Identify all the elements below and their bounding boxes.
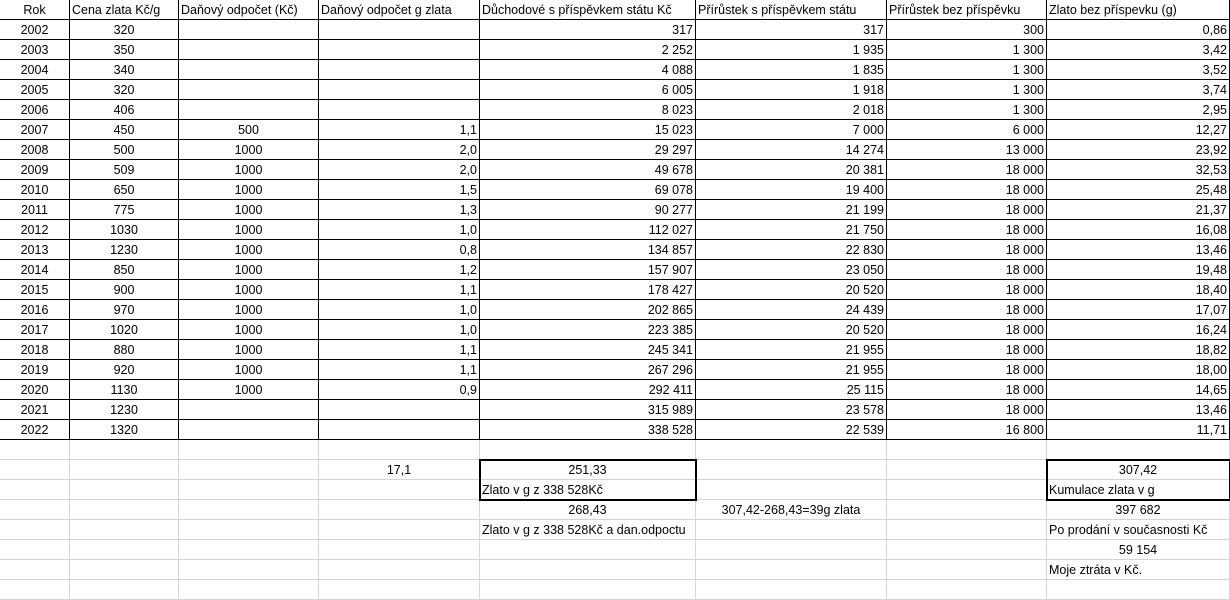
cell-tax-gold[interactable] bbox=[319, 80, 480, 100]
cell-gold-without[interactable]: 3,42 bbox=[1047, 40, 1230, 60]
empty-cell[interactable] bbox=[179, 500, 319, 520]
loss-value[interactable]: 59 154 bbox=[1047, 540, 1230, 560]
cell-price[interactable]: 775 bbox=[70, 200, 179, 220]
cell-increment-with[interactable]: 25 115 bbox=[696, 380, 887, 400]
empty-cell[interactable] bbox=[887, 520, 1047, 540]
cumulative-gold-label[interactable]: Kumulace zlata v g bbox=[1047, 480, 1230, 500]
cell-gold-without[interactable]: 2,95 bbox=[1047, 100, 1230, 120]
cell-increment-without[interactable]: 1 300 bbox=[887, 80, 1047, 100]
sale-label[interactable]: Po prodání v současnosti Kč bbox=[1047, 520, 1230, 540]
cell-pension-total[interactable]: 245 341 bbox=[480, 340, 696, 360]
empty-cell[interactable] bbox=[70, 460, 179, 480]
cell-increment-with[interactable]: 2 018 bbox=[696, 100, 887, 120]
cell-pension-total[interactable]: 317 bbox=[480, 20, 696, 40]
cell-price[interactable]: 509 bbox=[70, 160, 179, 180]
cell-year[interactable]: 2021 bbox=[0, 400, 70, 420]
empty-cell[interactable] bbox=[179, 440, 319, 460]
header-increment-with[interactable]: Přírůstek s příspěvkem státu bbox=[696, 0, 887, 20]
empty-cell[interactable] bbox=[1047, 440, 1230, 460]
empty-cell[interactable] bbox=[0, 500, 70, 520]
cell-tax-gold[interactable]: 2,0 bbox=[319, 140, 480, 160]
cell-year[interactable]: 2019 bbox=[0, 360, 70, 380]
cell-tax-gold[interactable] bbox=[319, 40, 480, 60]
cell-increment-without[interactable]: 18 000 bbox=[887, 280, 1047, 300]
cell-tax-czk[interactable] bbox=[179, 40, 319, 60]
cell-tax-czk[interactable]: 1000 bbox=[179, 160, 319, 180]
cell-gold-without[interactable]: 18,40 bbox=[1047, 280, 1230, 300]
empty-cell[interactable] bbox=[0, 460, 70, 480]
cell-increment-with[interactable]: 317 bbox=[696, 20, 887, 40]
empty-cell[interactable] bbox=[887, 500, 1047, 520]
cell-year[interactable]: 2017 bbox=[0, 320, 70, 340]
cell-tax-gold[interactable]: 1,2 bbox=[319, 260, 480, 280]
cell-year[interactable]: 2012 bbox=[0, 220, 70, 240]
cell-year[interactable]: 2022 bbox=[0, 420, 70, 440]
cell-pension-total[interactable]: 8 023 bbox=[480, 100, 696, 120]
empty-cell[interactable] bbox=[0, 520, 70, 540]
cell-tax-czk[interactable]: 1000 bbox=[179, 340, 319, 360]
cell-year[interactable]: 2020 bbox=[0, 380, 70, 400]
cell-increment-with[interactable]: 21 955 bbox=[696, 340, 887, 360]
cell-tax-gold[interactable] bbox=[319, 100, 480, 120]
cell-gold-without[interactable]: 19,48 bbox=[1047, 260, 1230, 280]
cell-year[interactable]: 2009 bbox=[0, 160, 70, 180]
empty-cell[interactable] bbox=[319, 540, 480, 560]
empty-cell[interactable] bbox=[696, 560, 887, 580]
empty-cell[interactable] bbox=[179, 520, 319, 540]
cell-tax-czk[interactable]: 1000 bbox=[179, 180, 319, 200]
empty-cell[interactable] bbox=[0, 480, 70, 500]
cell-increment-without[interactable]: 18 000 bbox=[887, 360, 1047, 380]
empty-cell[interactable] bbox=[696, 460, 887, 480]
cell-increment-without[interactable]: 18 000 bbox=[887, 240, 1047, 260]
cell-gold-without[interactable]: 16,24 bbox=[1047, 320, 1230, 340]
cell-price[interactable]: 350 bbox=[70, 40, 179, 60]
empty-cell[interactable] bbox=[696, 520, 887, 540]
empty-cell[interactable] bbox=[179, 480, 319, 500]
cell-increment-with[interactable]: 20 520 bbox=[696, 320, 887, 340]
cell-tax-gold[interactable]: 0,8 bbox=[319, 240, 480, 260]
cell-increment-without[interactable]: 1 300 bbox=[887, 40, 1047, 60]
cell-pension-total[interactable]: 202 865 bbox=[480, 300, 696, 320]
cell-gold-without[interactable]: 3,52 bbox=[1047, 60, 1230, 80]
cell-tax-czk[interactable]: 1000 bbox=[179, 220, 319, 240]
cell-gold-without[interactable]: 17,07 bbox=[1047, 300, 1230, 320]
cell-price[interactable]: 650 bbox=[70, 180, 179, 200]
cell-increment-with[interactable]: 21 750 bbox=[696, 220, 887, 240]
cell-increment-without[interactable]: 18 000 bbox=[887, 260, 1047, 280]
cell-price[interactable]: 1020 bbox=[70, 320, 179, 340]
cell-year[interactable]: 2003 bbox=[0, 40, 70, 60]
cell-year[interactable]: 2004 bbox=[0, 60, 70, 80]
cell-gold-without[interactable]: 21,37 bbox=[1047, 200, 1230, 220]
empty-cell[interactable] bbox=[0, 440, 70, 460]
cell-tax-czk[interactable]: 1000 bbox=[179, 280, 319, 300]
gold-with-contrib-label[interactable]: Zlato v g z 338 528Kč bbox=[480, 480, 696, 500]
cell-pension-total[interactable]: 223 385 bbox=[480, 320, 696, 340]
cell-increment-without[interactable]: 300 bbox=[887, 20, 1047, 40]
cell-gold-without[interactable]: 23,92 bbox=[1047, 140, 1230, 160]
cell-pension-total[interactable]: 157 907 bbox=[480, 260, 696, 280]
cell-increment-with[interactable]: 23 050 bbox=[696, 260, 887, 280]
empty-cell[interactable] bbox=[70, 520, 179, 540]
cell-gold-without[interactable]: 13,46 bbox=[1047, 400, 1230, 420]
cell-price[interactable]: 970 bbox=[70, 300, 179, 320]
cell-increment-without[interactable]: 18 000 bbox=[887, 200, 1047, 220]
cell-tax-gold[interactable]: 1,1 bbox=[319, 120, 480, 140]
cell-increment-with[interactable]: 19 400 bbox=[696, 180, 887, 200]
empty-cell[interactable] bbox=[887, 580, 1047, 600]
cell-price[interactable]: 450 bbox=[70, 120, 179, 140]
cell-tax-gold[interactable] bbox=[319, 20, 480, 40]
cumulative-gold-value[interactable]: 307,42 bbox=[1047, 460, 1230, 480]
cell-increment-without[interactable]: 1 300 bbox=[887, 60, 1047, 80]
cell-pension-total[interactable]: 338 528 bbox=[480, 420, 696, 440]
cell-tax-gold[interactable] bbox=[319, 420, 480, 440]
cell-pension-total[interactable]: 315 989 bbox=[480, 400, 696, 420]
empty-cell[interactable] bbox=[887, 480, 1047, 500]
cell-tax-gold[interactable] bbox=[319, 60, 480, 80]
empty-cell[interactable] bbox=[0, 580, 70, 600]
cell-increment-with[interactable]: 24 439 bbox=[696, 300, 887, 320]
gold-with-tax-value[interactable]: 268,43 bbox=[480, 500, 696, 520]
cell-tax-czk[interactable]: 1000 bbox=[179, 360, 319, 380]
cell-increment-without[interactable]: 16 800 bbox=[887, 420, 1047, 440]
header-year[interactable]: Rok bbox=[0, 0, 70, 20]
cell-pension-total[interactable]: 134 857 bbox=[480, 240, 696, 260]
cell-tax-gold[interactable]: 2,0 bbox=[319, 160, 480, 180]
cell-price[interactable]: 1130 bbox=[70, 380, 179, 400]
cell-pension-total[interactable]: 112 027 bbox=[480, 220, 696, 240]
empty-cell[interactable] bbox=[70, 560, 179, 580]
header-tax-czk[interactable]: Daňový odpočet (Kč) bbox=[179, 0, 319, 20]
cell-gold-without[interactable]: 32,53 bbox=[1047, 160, 1230, 180]
cell-pension-total[interactable]: 4 088 bbox=[480, 60, 696, 80]
cell-tax-gold[interactable]: 1,3 bbox=[319, 200, 480, 220]
cell-increment-with[interactable]: 22 539 bbox=[696, 420, 887, 440]
cell-price[interactable]: 1320 bbox=[70, 420, 179, 440]
header-price[interactable]: Cena zlata Kč/g bbox=[70, 0, 179, 20]
empty-cell[interactable] bbox=[179, 460, 319, 480]
cell-price[interactable]: 1030 bbox=[70, 220, 179, 240]
cell-increment-without[interactable]: 18 000 bbox=[887, 300, 1047, 320]
cell-year[interactable]: 2006 bbox=[0, 100, 70, 120]
loss-label[interactable]: Moje ztráta v Kč. bbox=[1047, 560, 1230, 580]
empty-cell[interactable] bbox=[70, 500, 179, 520]
gold-with-contrib-value[interactable]: 251,33 bbox=[480, 460, 696, 480]
gold-with-tax-label[interactable]: Zlato v g z 338 528Kč a dan.odpoctu bbox=[480, 520, 696, 540]
header-gold-without[interactable]: Zlato bez příspevku (g) bbox=[1047, 0, 1230, 20]
cell-tax-gold[interactable]: 1,1 bbox=[319, 340, 480, 360]
empty-cell[interactable] bbox=[480, 560, 696, 580]
cell-increment-without[interactable]: 1 300 bbox=[887, 100, 1047, 120]
cell-pension-total[interactable]: 2 252 bbox=[480, 40, 696, 60]
cell-gold-without[interactable]: 13,46 bbox=[1047, 240, 1230, 260]
cell-gold-without[interactable]: 0,86 bbox=[1047, 20, 1230, 40]
cell-tax-gold[interactable]: 0,9 bbox=[319, 380, 480, 400]
cell-price[interactable]: 900 bbox=[70, 280, 179, 300]
cell-increment-without[interactable]: 18 000 bbox=[887, 220, 1047, 240]
empty-cell[interactable] bbox=[179, 540, 319, 560]
cell-increment-with[interactable]: 21 955 bbox=[696, 360, 887, 380]
cell-gold-without[interactable]: 11,71 bbox=[1047, 420, 1230, 440]
empty-cell[interactable] bbox=[887, 460, 1047, 480]
cell-pension-total[interactable]: 69 078 bbox=[480, 180, 696, 200]
cell-pension-total[interactable]: 90 277 bbox=[480, 200, 696, 220]
cell-gold-without[interactable]: 25,48 bbox=[1047, 180, 1230, 200]
cell-increment-with[interactable]: 1 935 bbox=[696, 40, 887, 60]
empty-cell[interactable] bbox=[887, 440, 1047, 460]
cell-increment-without[interactable]: 13 000 bbox=[887, 140, 1047, 160]
cell-price[interactable]: 1230 bbox=[70, 240, 179, 260]
cell-price[interactable]: 1230 bbox=[70, 400, 179, 420]
cell-tax-czk[interactable]: 500 bbox=[179, 120, 319, 140]
empty-cell[interactable] bbox=[319, 560, 480, 580]
header-tax-gold[interactable]: Daňový odpočet g zlata bbox=[319, 0, 480, 20]
cell-tax-czk[interactable]: 1000 bbox=[179, 200, 319, 220]
cell-gold-without[interactable]: 16,08 bbox=[1047, 220, 1230, 240]
cell-tax-czk[interactable]: 1000 bbox=[179, 380, 319, 400]
cell-gold-without[interactable]: 14,65 bbox=[1047, 380, 1230, 400]
cell-price[interactable]: 850 bbox=[70, 260, 179, 280]
cell-tax-czk[interactable]: 1000 bbox=[179, 240, 319, 260]
empty-cell[interactable] bbox=[70, 480, 179, 500]
cell-tax-gold[interactable]: 1,0 bbox=[319, 320, 480, 340]
cell-pension-total[interactable]: 267 296 bbox=[480, 360, 696, 380]
empty-cell[interactable] bbox=[696, 580, 887, 600]
cell-price[interactable]: 340 bbox=[70, 60, 179, 80]
cell-increment-with[interactable]: 21 199 bbox=[696, 200, 887, 220]
cell-increment-without[interactable]: 18 000 bbox=[887, 400, 1047, 420]
cell-year[interactable]: 2016 bbox=[0, 300, 70, 320]
empty-cell[interactable] bbox=[887, 560, 1047, 580]
cell-year[interactable]: 2011 bbox=[0, 200, 70, 220]
cell-gold-without[interactable]: 18,82 bbox=[1047, 340, 1230, 360]
cell-increment-with[interactable]: 1 918 bbox=[696, 80, 887, 100]
cell-tax-gold[interactable]: 1,0 bbox=[319, 220, 480, 240]
empty-cell[interactable] bbox=[179, 580, 319, 600]
empty-cell[interactable] bbox=[696, 540, 887, 560]
cell-gold-without[interactable]: 12,27 bbox=[1047, 120, 1230, 140]
cell-increment-without[interactable]: 18 000 bbox=[887, 320, 1047, 340]
cell-year[interactable]: 2014 bbox=[0, 260, 70, 280]
cell-price[interactable]: 320 bbox=[70, 20, 179, 40]
cell-year[interactable]: 2013 bbox=[0, 240, 70, 260]
cell-year[interactable]: 2018 bbox=[0, 340, 70, 360]
cell-tax-gold[interactable]: 1,1 bbox=[319, 280, 480, 300]
cell-increment-without[interactable]: 6 000 bbox=[887, 120, 1047, 140]
cell-pension-total[interactable]: 15 023 bbox=[480, 120, 696, 140]
cell-tax-gold[interactable]: 1,5 bbox=[319, 180, 480, 200]
empty-cell[interactable] bbox=[696, 480, 887, 500]
cell-increment-without[interactable]: 18 000 bbox=[887, 160, 1047, 180]
cell-increment-with[interactable]: 22 830 bbox=[696, 240, 887, 260]
cell-year[interactable]: 2007 bbox=[0, 120, 70, 140]
cell-pension-total[interactable]: 29 297 bbox=[480, 140, 696, 160]
empty-cell[interactable] bbox=[319, 480, 480, 500]
cell-tax-czk[interactable] bbox=[179, 20, 319, 40]
cell-price[interactable]: 320 bbox=[70, 80, 179, 100]
cell-price[interactable]: 406 bbox=[70, 100, 179, 120]
cell-year[interactable]: 2005 bbox=[0, 80, 70, 100]
empty-cell[interactable] bbox=[319, 580, 480, 600]
cell-pension-total[interactable]: 6 005 bbox=[480, 80, 696, 100]
cell-gold-without[interactable]: 18,00 bbox=[1047, 360, 1230, 380]
cell-pension-total[interactable]: 49 678 bbox=[480, 160, 696, 180]
cell-year[interactable]: 2015 bbox=[0, 280, 70, 300]
cell-tax-czk[interactable] bbox=[179, 400, 319, 420]
cell-pension-total[interactable]: 292 411 bbox=[480, 380, 696, 400]
sale-value[interactable]: 397 682 bbox=[1047, 500, 1230, 520]
cell-year[interactable]: 2002 bbox=[0, 20, 70, 40]
empty-cell[interactable] bbox=[696, 440, 887, 460]
cell-increment-without[interactable]: 18 000 bbox=[887, 380, 1047, 400]
cell-pension-total[interactable]: 178 427 bbox=[480, 280, 696, 300]
cell-increment-with[interactable]: 14 274 bbox=[696, 140, 887, 160]
cell-gold-without[interactable]: 3,74 bbox=[1047, 80, 1230, 100]
cell-year[interactable]: 2008 bbox=[0, 140, 70, 160]
difference-note[interactable]: 307,42-268,43=39g zlata bbox=[696, 500, 887, 520]
empty-cell[interactable] bbox=[319, 520, 480, 540]
cell-increment-without[interactable]: 18 000 bbox=[887, 180, 1047, 200]
tax-gold-total[interactable]: 17,1 bbox=[319, 460, 480, 480]
empty-cell[interactable] bbox=[1047, 580, 1230, 600]
cell-tax-czk[interactable]: 1000 bbox=[179, 260, 319, 280]
cell-tax-czk[interactable] bbox=[179, 420, 319, 440]
cell-tax-gold[interactable]: 1,1 bbox=[319, 360, 480, 380]
cell-increment-with[interactable]: 20 381 bbox=[696, 160, 887, 180]
header-pension-total[interactable]: Důchodové s příspěvkem státu Kč bbox=[480, 0, 696, 20]
cell-tax-czk[interactable]: 1000 bbox=[179, 140, 319, 160]
cell-increment-with[interactable]: 7 000 bbox=[696, 120, 887, 140]
empty-cell[interactable] bbox=[179, 560, 319, 580]
header-increment-without[interactable]: Přírůstek bez příspěvku bbox=[887, 0, 1047, 20]
cell-tax-gold[interactable] bbox=[319, 400, 480, 420]
empty-cell[interactable] bbox=[319, 440, 480, 460]
cell-price[interactable]: 500 bbox=[70, 140, 179, 160]
empty-cell[interactable] bbox=[0, 540, 70, 560]
cell-tax-czk[interactable] bbox=[179, 60, 319, 80]
cell-price[interactable]: 880 bbox=[70, 340, 179, 360]
empty-cell[interactable] bbox=[480, 440, 696, 460]
empty-cell[interactable] bbox=[0, 560, 70, 580]
cell-increment-with[interactable]: 20 520 bbox=[696, 280, 887, 300]
empty-cell[interactable] bbox=[480, 580, 696, 600]
empty-cell[interactable] bbox=[480, 540, 696, 560]
cell-year[interactable]: 2010 bbox=[0, 180, 70, 200]
cell-tax-czk[interactable] bbox=[179, 100, 319, 120]
cell-increment-with[interactable]: 1 835 bbox=[696, 60, 887, 80]
cell-tax-czk[interactable]: 1000 bbox=[179, 320, 319, 340]
cell-tax-gold[interactable]: 1,0 bbox=[319, 300, 480, 320]
empty-cell[interactable] bbox=[70, 540, 179, 560]
empty-cell[interactable] bbox=[70, 440, 179, 460]
cell-tax-czk[interactable] bbox=[179, 80, 319, 100]
cell-tax-czk[interactable]: 1000 bbox=[179, 300, 319, 320]
cell-increment-without[interactable]: 18 000 bbox=[887, 340, 1047, 360]
empty-cell[interactable] bbox=[70, 580, 179, 600]
empty-cell[interactable] bbox=[319, 500, 480, 520]
empty-cell[interactable] bbox=[887, 540, 1047, 560]
cell-price[interactable]: 920 bbox=[70, 360, 179, 380]
cell-increment-with[interactable]: 23 578 bbox=[696, 400, 887, 420]
